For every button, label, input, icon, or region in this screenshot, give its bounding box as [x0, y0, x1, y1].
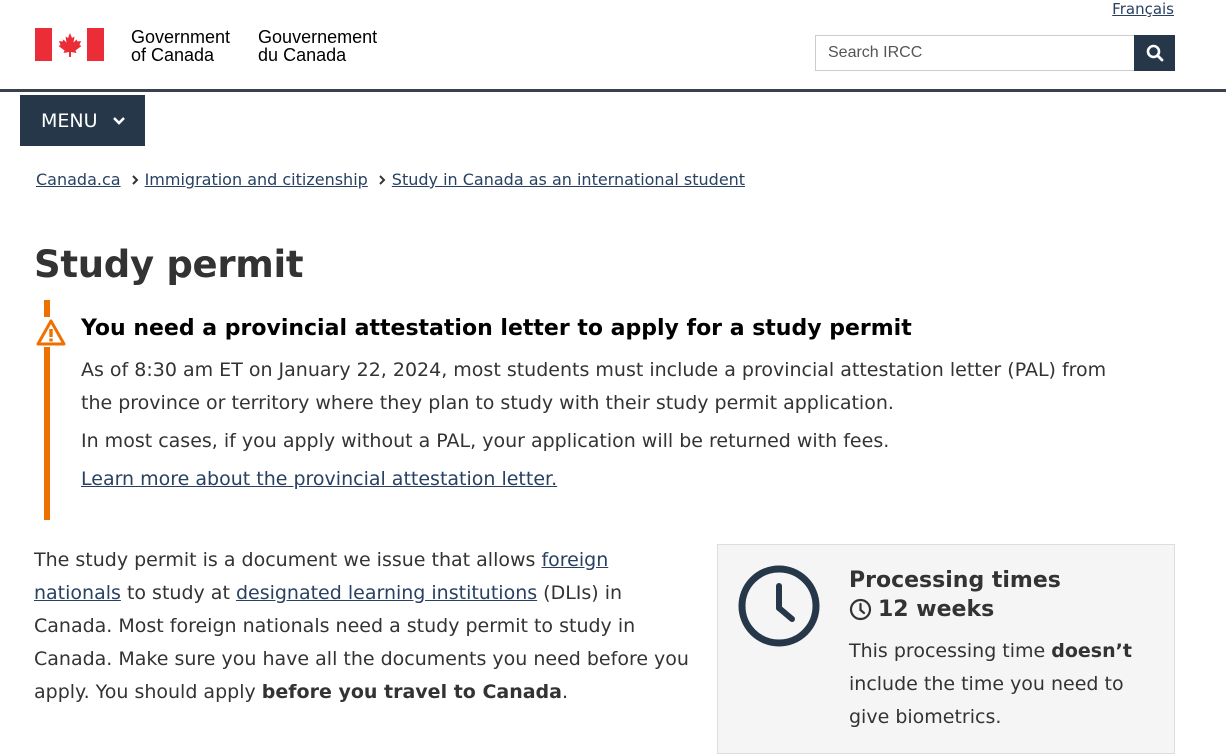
processing-times-title: Processing times: [849, 568, 1061, 593]
processing-times-card: [717, 544, 1175, 754]
clock-icon: [737, 564, 821, 648]
breadcrumb-link-immigration[interactable]: Immigration and citizenship: [144, 170, 368, 189]
search-form: [815, 35, 1175, 71]
warning-alert: [44, 300, 1184, 520]
bold-text: before you travel to Canada: [261, 681, 562, 703]
warning-icon: [36, 317, 66, 347]
menu-button[interactable]: [20, 95, 145, 146]
search-input[interactable]: [815, 35, 1134, 71]
search-button[interactable]: [1134, 35, 1175, 71]
dli-link[interactable]: designated learning institutions: [235, 582, 538, 604]
intro-paragraph: The study permit is a document we issue that allows foreign nationals to study at designated learning institutions (DLIs) in Canada. Most foreign nationals need a study permit to study in Canada. Make sure you have all the documents you need before you apply. You should apply before you travel to Canada.: [34, 549, 689, 703]
alert-link-paragraph: [81, 463, 1141, 496]
language-toggle-link[interactable]: Français: [1112, 0, 1174, 18]
wordmark-english: Government of Canada: [131, 27, 231, 65]
processing-time-value: 12 weeks: [849, 597, 994, 622]
foreign-nationals-link[interactable]: foreign nationals: [34, 549, 609, 604]
site-header: [0, 0, 1226, 92]
processing-note: This processing time doesn’t include the time you need to give biometrics.: [849, 640, 1132, 728]
clock-icon: [849, 598, 872, 621]
menu-label: MENU: [41, 109, 98, 132]
page-title: Study permit: [34, 243, 304, 286]
chevron-right-icon: [131, 175, 139, 185]
chevron-right-icon: [378, 175, 386, 185]
pal-learn-more-link[interactable]: Learn more about the provincial attestation letter.: [81, 468, 558, 490]
canada-flag-icon: [35, 28, 104, 61]
government-signature[interactable]: [35, 28, 377, 64]
search-icon: [1146, 44, 1164, 62]
breadcrumb-link-canada[interactable]: Canada.ca: [36, 170, 121, 189]
alert-paragraph: As of 8:30 am ET on January 22, 2024, most students must include a provincial attestation letter (PAL) from the province or territory where they plan to study with their study permit application.: [81, 359, 1107, 414]
breadcrumb: [36, 170, 745, 189]
breadcrumb-link-study[interactable]: Study in Canada as an international student: [391, 170, 746, 189]
chevron-down-icon: [112, 116, 126, 126]
alert-heading: You need a provincial attestation letter to apply for a study permit: [81, 316, 912, 341]
wordmark-french: Gouvernement du Canada: [258, 27, 378, 65]
alert-paragraph: In most cases, if you apply without a PAL, your application will be returned with fees.: [81, 430, 890, 452]
